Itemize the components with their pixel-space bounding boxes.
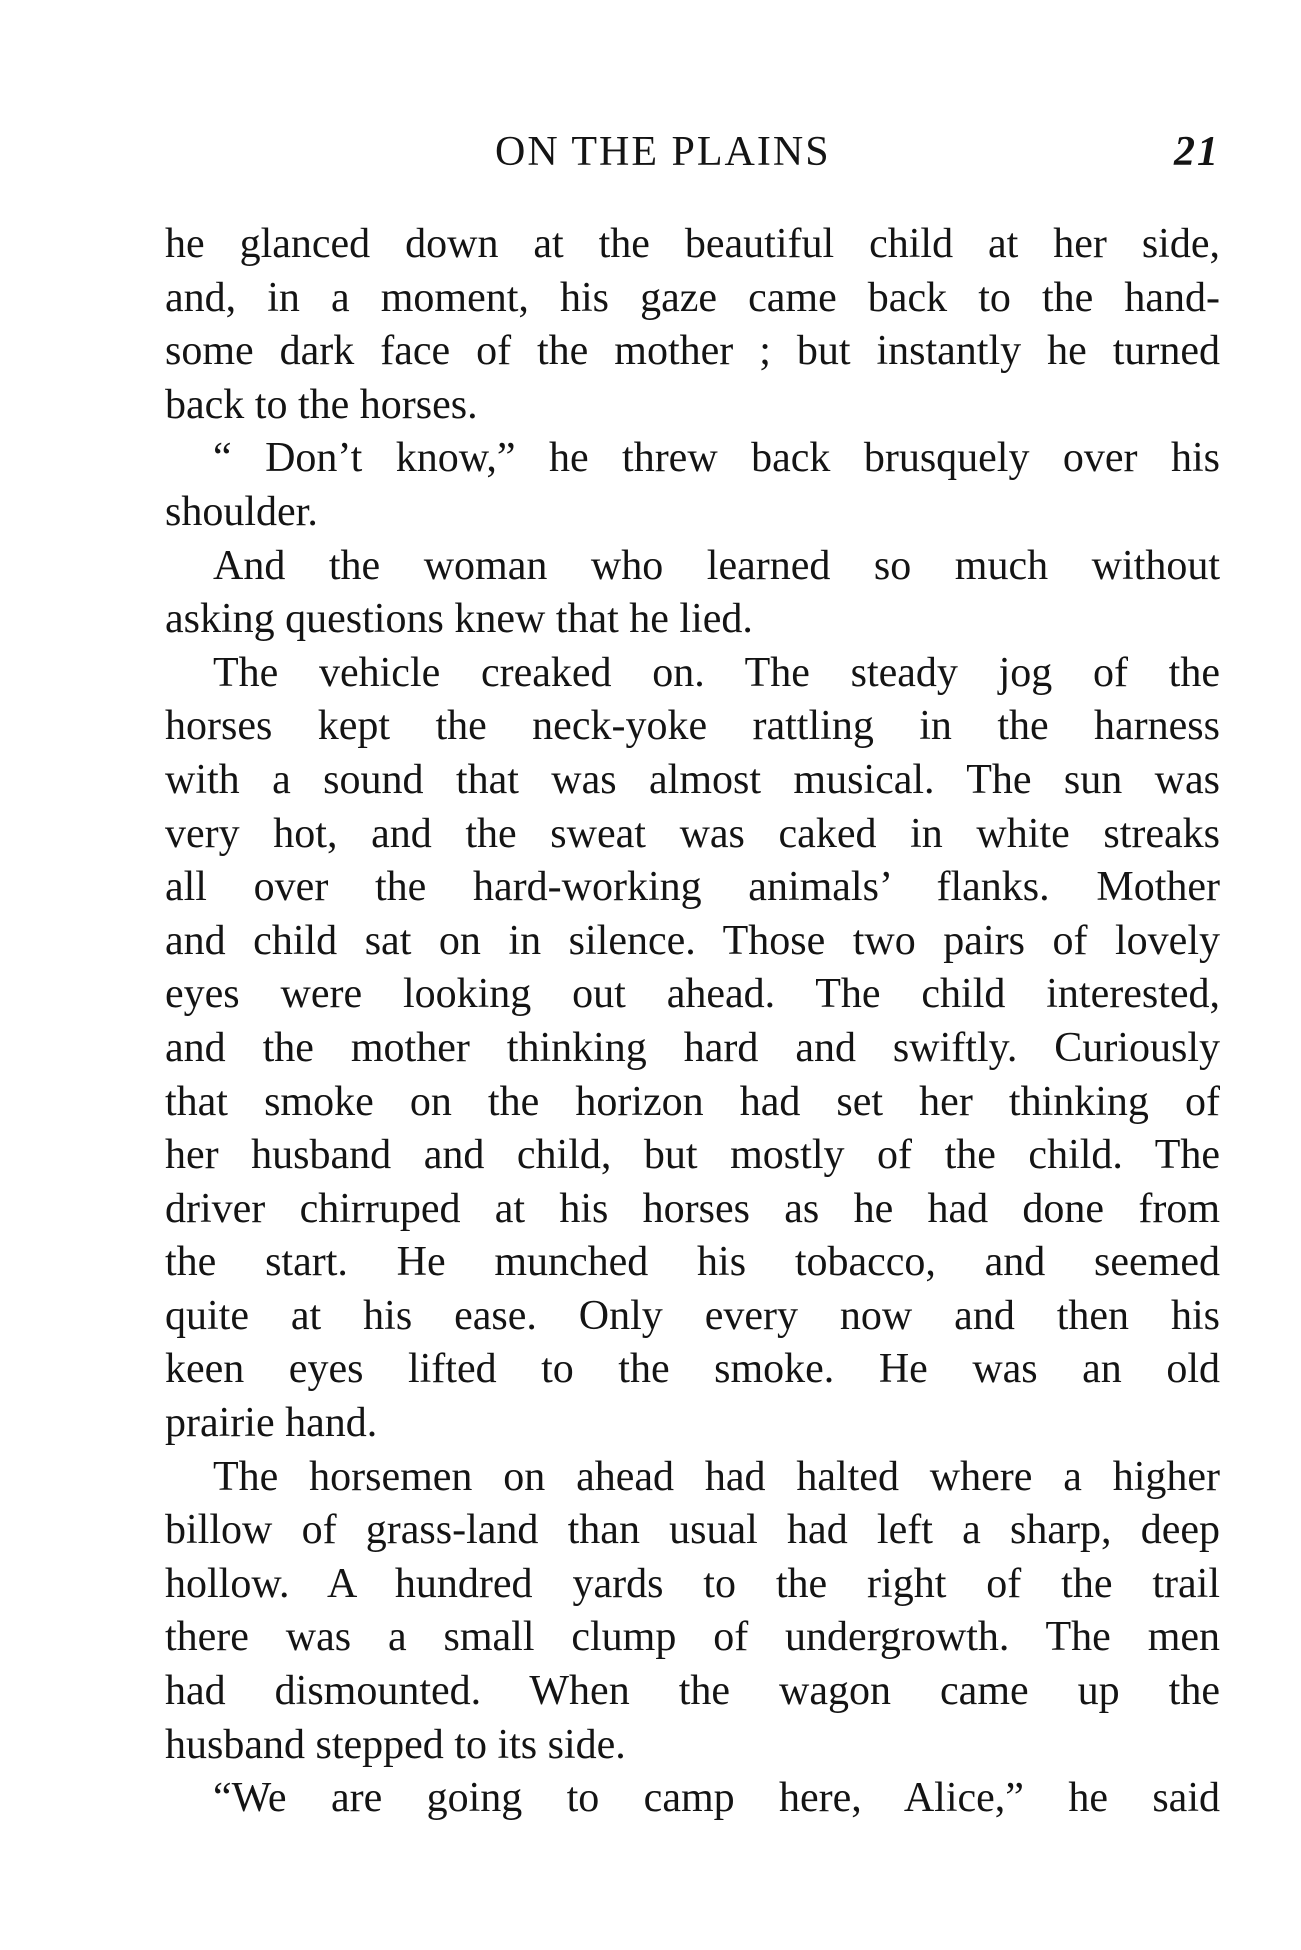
text-line: The vehicle creaked on. The steady jog of the (213, 649, 1220, 696)
text-line: asking questions knew that he lied. (165, 596, 753, 643)
text-line: “ Don’t know,” he threw back brusquely over his (213, 435, 1220, 482)
text-line: some dark face of the mother ; but instantly he turned (165, 328, 1220, 375)
text-line: the start. He munched his tobacco, and seemed (165, 1239, 1220, 1286)
text-line: there was a small clump of undergrowth. The men (165, 1614, 1220, 1661)
text-line: keen eyes lifted to the smoke. He was an old (165, 1346, 1220, 1393)
running-title: ON THE PLAINS (495, 129, 831, 175)
text-line: prairie hand. (165, 1400, 378, 1447)
text-line: her husband and child, but mostly of the child. The (165, 1132, 1220, 1179)
text-line: “We are going to camp here, Alice,” he said (213, 1775, 1220, 1822)
text-line: and child sat on in silence. Those two pairs of lovely (165, 917, 1220, 964)
text-line: had dismounted. When the wagon came up the (165, 1668, 1220, 1715)
text-line: hollow. A hundred yards to the right of the trail (165, 1560, 1220, 1607)
text-line: that smoke on the horizon had set her thinking of (165, 1078, 1220, 1125)
text-line: he glanced down at the beautiful child at her side, (165, 221, 1220, 267)
text-line: The horsemen on ahead had halted where a higher (213, 1453, 1220, 1500)
running-head (165, 128, 1220, 178)
text-line: all over the hard-working animals’ flanks. Mother (165, 864, 1220, 911)
text-line: horses kept the neck-yoke rattling in the harness (165, 703, 1220, 750)
text-line: with a sound that was almost musical. The sun was (165, 756, 1220, 803)
page-number: 21 (1174, 129, 1220, 175)
text-line: shoulder. (165, 488, 318, 535)
text-line: very hot, and the sweat was caked in white streaks (165, 810, 1220, 857)
text-line: husband stepped to its side. (165, 1721, 626, 1768)
text-line: driver chirruped at his horses as he had done from (165, 1185, 1220, 1232)
body-text (165, 218, 1220, 1826)
text-line: billow of grass-land than usual had left a sharp, deep (165, 1507, 1220, 1554)
text-line: quite at his ease. Only every now and then his (165, 1292, 1220, 1339)
text-line: and, in a moment, his gaze came back to the hand- (165, 274, 1220, 321)
text-line: and the mother thinking hard and swiftly. Curiously (165, 1024, 1220, 1071)
text-line: back to the horses. (165, 381, 478, 428)
text-line: eyes were looking out ahead. The child interested, (165, 971, 1220, 1018)
text-line: And the woman who learned so much without (213, 542, 1220, 589)
